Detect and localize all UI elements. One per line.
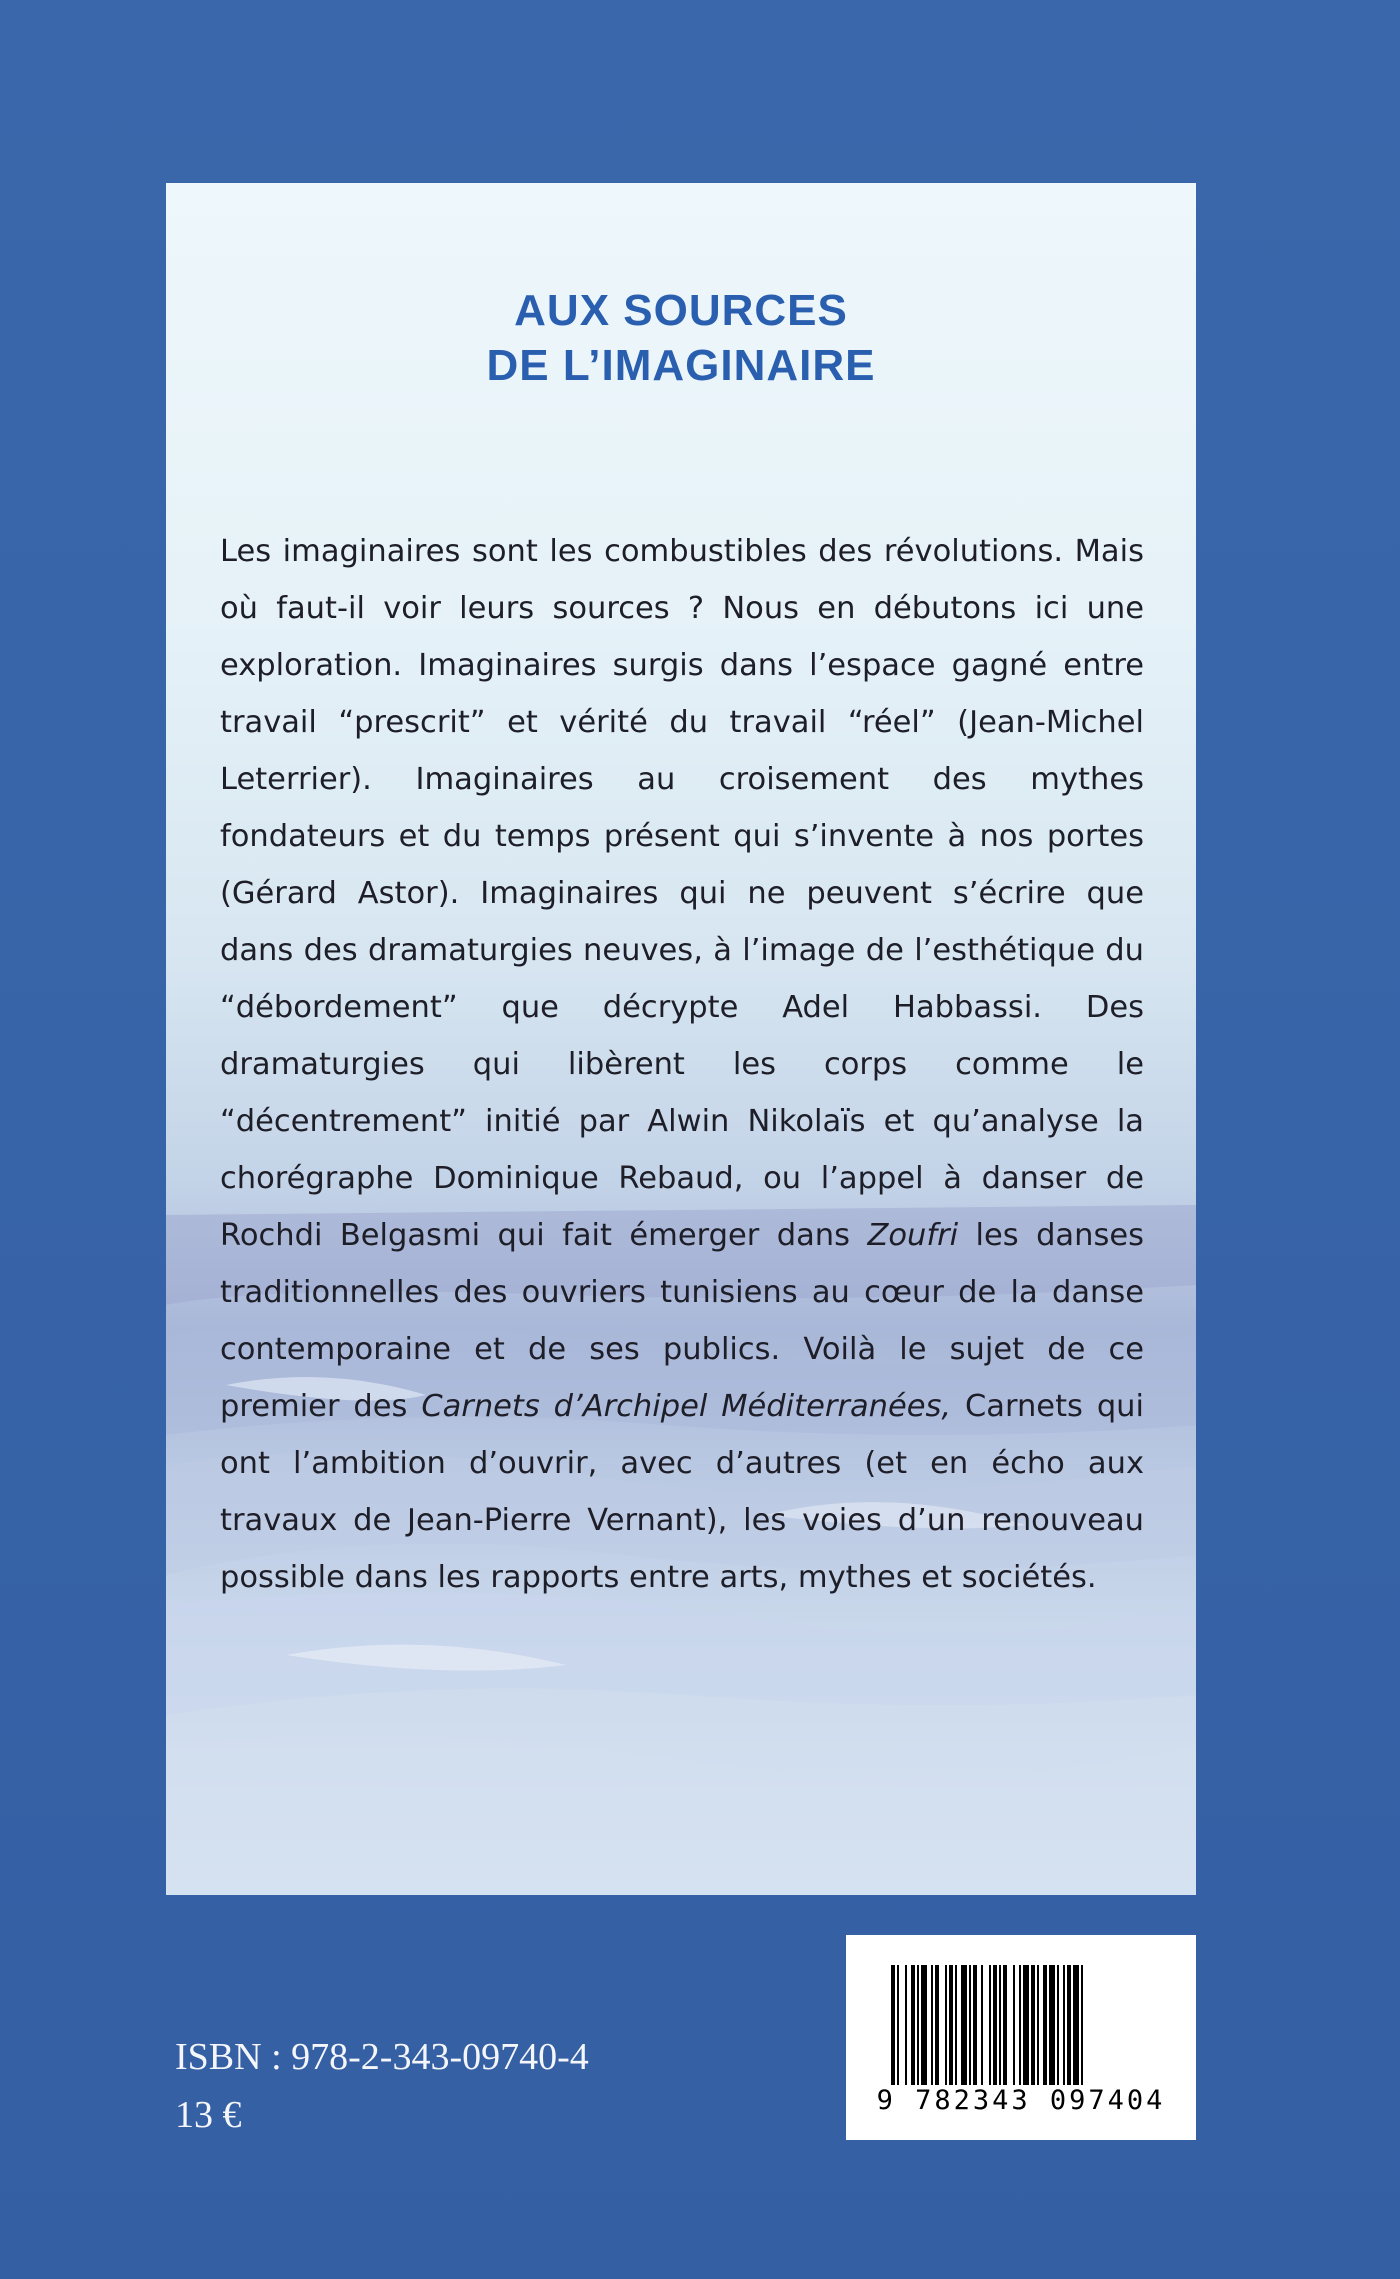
summary-italic-title-zoufri: Zoufri: [867, 1218, 959, 1253]
summary-italic-title-carnets: Carnets d’Archipel Méditerranées,: [421, 1389, 952, 1424]
barcode-bar: [921, 1965, 927, 2085]
barcode-bar: [917, 1965, 919, 2085]
barcode-bar: [981, 1965, 983, 2085]
barcode-bar: [989, 1965, 991, 2085]
barcode-bar: [993, 1965, 997, 2085]
barcode-bar: [905, 1965, 907, 2085]
barcode-bar: [1019, 1965, 1021, 2085]
barcode-bar: [973, 1965, 977, 2085]
barcode-bar: [961, 1965, 967, 2085]
barcode-bar: [1067, 1965, 1071, 2085]
barcode-bar: [1049, 1965, 1055, 2085]
summary-text-segment: Les imaginaires sont les combustibles des révolutions. Mais où faut-il voir leurs sources ? Nous en débutons ici une exploration. Imaginaires surgis dans l’espace gagné entre travail “prescrit” et vérité du travail “réel” (Jean-Michel Leterrier). Imaginaires au croisement des mythes fondateurs et du temps présent qui s’invente à nos portes (Gérard Astor). Imaginaires qui ne peuvent s’écrire que dans des dramaturgies neuves, à l’image de l’esthétique du “débordement” que décrypte Adel Habbassi. Des dramaturgies qui libèrent les corps comme le “décentrement” initié par Alwin Nikolaïs et qu’analyse la chorégraphe Dominique Rebaud, ou l’appel à danser de Rochdi Belgasmi qui fait émerger dans: [220, 534, 1144, 1253]
barcode-bar: [1073, 1965, 1079, 2085]
summary-text-segment: les danses traditionnelles des ouvriers tunisiens au cœur de la danse contemporaine et de ses publics. Voilà le sujet de ce premier des: [220, 1218, 1144, 1424]
barcode-bar: [945, 1965, 947, 2085]
summary-text-segment: Carnets qui ont l’ambition d’ouvrir, avec d’autres (et en écho aux travaux de Jean-Pierre Vernant), les voies d’un renouveau possible dans les rapports entre arts, mythes et sociétés.: [220, 1389, 1144, 1595]
barcode-bar: [1043, 1965, 1047, 2085]
barcode: [846, 1935, 1196, 2140]
barcode-bar: [1037, 1965, 1039, 2085]
barcode-bar: [1057, 1965, 1059, 2085]
barcode-bar: [1081, 1965, 1083, 2085]
isbn-label: ISBN : 978-2-343-09740-4: [175, 2036, 589, 2078]
barcode-bar: [935, 1965, 939, 2085]
barcode-bar: [955, 1965, 957, 2085]
barcode-bar: [911, 1965, 915, 2085]
barcode-bar: [969, 1965, 971, 2085]
price-label: 13 €: [175, 2094, 242, 2136]
barcode-bar: [949, 1965, 953, 2085]
barcode-bar: [897, 1965, 899, 2085]
barcode-digits: 9 782343 097404: [876, 2085, 1166, 2116]
book-title: [166, 283, 1196, 393]
barcode-bar: [1063, 1965, 1065, 2085]
summary-paragraph: [220, 523, 1144, 1606]
barcode-bar: [1031, 1965, 1035, 2085]
barcode-bar: [999, 1965, 1001, 2085]
barcode-bars: [891, 1965, 1151, 2085]
back-cover-panel: [166, 183, 1196, 1895]
barcode-bar: [1013, 1965, 1015, 2085]
barcode-bar: [1023, 1965, 1029, 2085]
book-title-line-1: AUX SOURCES: [514, 286, 848, 335]
book-title-line-2: DE L’IMAGINAIRE: [486, 341, 876, 390]
barcode-bar: [891, 1965, 895, 2085]
barcode-bar: [931, 1965, 933, 2085]
barcode-bar: [1003, 1965, 1007, 2085]
